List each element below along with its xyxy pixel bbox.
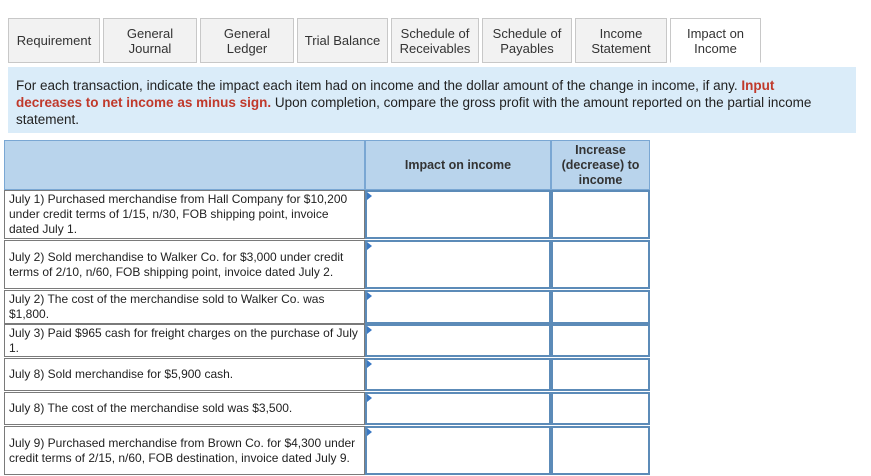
amount-input-field[interactable] xyxy=(553,394,648,423)
dropdown-arrow-icon xyxy=(367,192,372,200)
impact-select[interactable] xyxy=(365,240,551,289)
tab-requirement[interactable] xyxy=(8,18,100,63)
amount-input[interactable] xyxy=(551,392,650,425)
header-blank-cell xyxy=(4,140,365,190)
tab-income-statement[interactable] xyxy=(575,18,667,63)
impact-select[interactable] xyxy=(365,290,551,324)
impact-select[interactable] xyxy=(365,426,551,475)
dropdown-arrow-icon xyxy=(367,242,372,250)
tab-label: Trial Balance xyxy=(304,33,381,48)
tab-label-line2: Receivables xyxy=(399,40,471,56)
tab-label: Requirement xyxy=(16,33,92,48)
tab-bar xyxy=(8,18,764,63)
impact-select[interactable] xyxy=(365,392,551,425)
tab-general-ledger[interactable] xyxy=(200,18,294,63)
table-row-label: July 3) Paid $965 cash for freight charges on the purchase of July 1. xyxy=(4,324,365,357)
tab-label-line2: Payables xyxy=(500,40,554,56)
amount-input[interactable] xyxy=(551,290,650,324)
tab-label-line2: Ledger xyxy=(226,40,268,56)
impact-select[interactable] xyxy=(365,358,551,391)
table-row-label: July 8) Sold merchandise for $5,900 cash. xyxy=(4,358,365,391)
dropdown-arrow-icon xyxy=(367,326,372,334)
dropdown-arrow-icon xyxy=(367,292,372,300)
tab-label-line1: General xyxy=(126,25,174,41)
table-row-label: July 2) The cost of the merchandise sold to Walker Co. was $1,800. xyxy=(4,290,365,324)
amount-input[interactable] xyxy=(551,324,650,357)
tab-general-journal[interactable] xyxy=(103,18,197,63)
amount-input-field[interactable] xyxy=(553,192,648,237)
tab-label-line1: Income xyxy=(599,25,643,41)
table-row-label: July 8) The cost of the merchandise sold was $3,500. xyxy=(4,392,365,425)
instructions-text: For each transaction, indicate the impact each item had on income and the dollar amount of the change in income, if any. xyxy=(16,78,742,93)
amount-input[interactable] xyxy=(551,358,650,391)
instructions-panel xyxy=(8,67,856,133)
dropdown-arrow-icon xyxy=(367,360,372,368)
header-impact-on-income: Impact on income xyxy=(365,140,551,190)
dropdown-arrow-icon xyxy=(367,394,372,402)
tab-schedule-of-receivables[interactable] xyxy=(391,18,479,63)
impact-select[interactable] xyxy=(365,324,551,357)
impact-select[interactable] xyxy=(365,190,551,239)
table-row-label: July 2) Sold merchandise to Walker Co. for $3,000 under credit terms of 2/10, n/60, FOB shipping point, invoice dated July 2. xyxy=(4,240,365,289)
tab-label-line2: Income xyxy=(694,40,737,56)
amount-input[interactable] xyxy=(551,190,650,239)
table-row-label: July 9) Purchased merchandise from Brown Co. for $4,300 under credit terms of 2/15, n/60, FOB destination, invoice dated July 9. xyxy=(4,426,365,475)
amount-input-field[interactable] xyxy=(553,326,648,355)
amount-input[interactable] xyxy=(551,240,650,289)
amount-input-field[interactable] xyxy=(553,428,648,473)
tab-trial-balance[interactable] xyxy=(297,18,388,63)
dropdown-arrow-icon xyxy=(367,428,372,436)
tab-impact-on-income[interactable] xyxy=(670,18,761,63)
amount-input[interactable] xyxy=(551,426,650,475)
tab-label-line1: Impact on xyxy=(686,25,745,41)
amount-input-field[interactable] xyxy=(553,292,648,322)
tab-schedule-of-payables[interactable] xyxy=(482,18,572,63)
instructions-emphasis: Input decreases to net income as minus sign. xyxy=(16,78,775,110)
tab-label-line1: General xyxy=(223,25,271,41)
tab-label-line1: Schedule of xyxy=(400,25,470,41)
instructions-text-end: Upon completion, compare the gross profit with the amount reported on the partial income statement. xyxy=(16,95,812,127)
tab-label-line1: Schedule of xyxy=(492,25,562,41)
tab-label-line2: Journal xyxy=(128,40,172,56)
amount-input-field[interactable] xyxy=(553,360,648,389)
amount-input-field[interactable] xyxy=(553,242,648,287)
table-row-label: July 1) Purchased merchandise from Hall Company for $10,200 under credit terms of 1/15, n/30, FOB shipping point, invoice dated July 1. xyxy=(4,190,365,239)
tab-label-line2: Statement xyxy=(591,40,651,56)
header-increase-decrease: Increase (decrease) to income xyxy=(551,140,650,190)
